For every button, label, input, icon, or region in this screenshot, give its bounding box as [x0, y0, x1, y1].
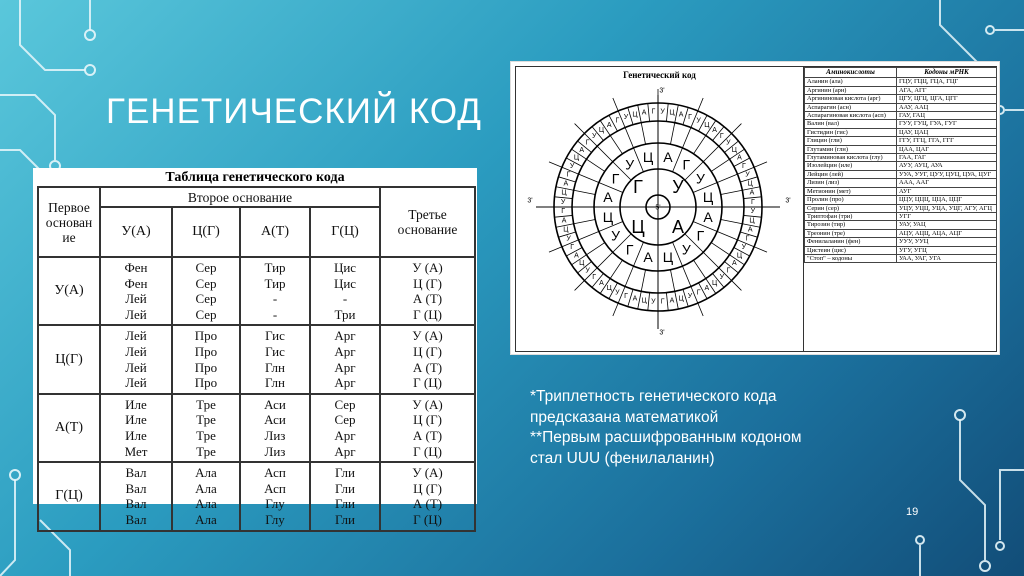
amino-acid-cell: [172, 325, 240, 393]
amino-acid-abbr: Тре: [196, 412, 216, 428]
amino-acid-abbr: Сер: [334, 412, 356, 428]
genetic-code-table: [37, 186, 476, 532]
acid-name: Метионин (мет): [805, 187, 897, 195]
table-row: [805, 179, 997, 187]
acid-name: Аспарагиновая кислота (асп): [805, 112, 897, 120]
wheel-spoke: [648, 104, 650, 122]
third-base: У (А): [412, 260, 443, 275]
table-row: [805, 187, 997, 195]
middle-base: Г: [625, 241, 634, 258]
outer-base: У: [660, 108, 665, 116]
amino-acid-cell: [240, 257, 310, 325]
table-row: [805, 78, 997, 86]
third-base: Г (Ц): [413, 511, 442, 527]
table-row: [805, 137, 997, 145]
middle-base: Ц: [642, 148, 654, 165]
outer-base: У: [719, 273, 725, 281]
acid-name: Глутаминовая кислота (глу): [805, 154, 897, 162]
codon-list: АГА, АГГ: [897, 86, 997, 94]
amino-acid-abbr: Гис: [265, 343, 285, 359]
codon-list: ГАА, ГАГ: [897, 154, 997, 162]
third-base: А (Т): [412, 496, 443, 512]
third-base-cell: [380, 462, 475, 530]
middle-base: У: [681, 241, 691, 258]
outer-base: А: [712, 127, 717, 135]
outer-base: А: [561, 217, 567, 225]
outer-base: Ц: [632, 111, 638, 119]
header-first-base: Первое основан ие: [38, 187, 100, 257]
third-base-cell: [380, 394, 475, 462]
codon-list: УЦУ, УЦЦ, УЦА, УЦГ, АГУ, АГЦ: [897, 204, 997, 212]
amino-acid-abbr: Лей: [125, 359, 147, 375]
header-third-base: Третье основание: [380, 187, 475, 257]
amino-acid-abbr: Арг: [334, 427, 356, 443]
table-row: [805, 229, 997, 237]
third-base: Г (Ц): [413, 375, 442, 391]
outer-base: Г: [688, 114, 692, 122]
outer-base: У: [745, 171, 750, 179]
amino-acid-abbr: Про: [194, 343, 218, 359]
outer-base: Ц: [704, 122, 710, 130]
outer-base: Г: [651, 108, 656, 116]
amino-acid-abbr: Арг: [334, 375, 356, 391]
amino-acid-abbr: Арг: [334, 359, 356, 375]
table-row: [805, 212, 997, 220]
second-base-g: Г(Ц): [310, 207, 380, 257]
table-row: [805, 86, 997, 94]
outer-base: Ц: [561, 189, 567, 197]
amino-acid-abbr: Гли: [335, 496, 355, 512]
amino-acid-abbr: Ала: [195, 496, 217, 512]
amino-acid-abbr: Лей: [125, 291, 147, 307]
acid-name: Серин (сер): [805, 204, 897, 212]
amino-acid-abbr: Глу: [265, 496, 285, 512]
outer-base: Ц: [749, 217, 755, 225]
table-row: [38, 394, 475, 462]
third-base-cell: [380, 325, 475, 393]
outer-base: А: [704, 284, 710, 292]
amino-acid-abbr: Иле: [125, 412, 147, 428]
amino-acid-abbr: Мет: [124, 443, 148, 459]
outer-base: А: [749, 189, 755, 197]
third-base: А (Т): [412, 291, 443, 307]
inner-base: А: [671, 217, 685, 237]
codon-list: ЦЦУ, ЦЦЦ, ЦЦА, ЦЦГ: [897, 196, 997, 204]
amino-acid-abbr: Гис: [265, 328, 285, 344]
outer-base: У: [623, 114, 629, 122]
acid-name: Аспарагин (асн): [805, 103, 897, 111]
acid-name: Пролин (про): [805, 196, 897, 204]
acid-name: Цистеин (цис): [805, 246, 897, 254]
amino-acid-cell: [310, 394, 380, 462]
wheel-spoke: [648, 293, 650, 311]
amino-acid-abbr: Про: [194, 359, 218, 375]
second-base-a: А(Т): [240, 207, 310, 257]
amino-acid-abbr: Тир: [264, 275, 286, 291]
table-row: [805, 238, 997, 246]
outer-base: А: [599, 279, 604, 287]
outer-base: У: [569, 162, 575, 170]
axis-label: 3': [659, 329, 665, 337]
middle-base: А: [603, 189, 613, 206]
second-base-u: У(А): [100, 207, 172, 257]
amino-acid-cell: [310, 257, 380, 325]
outer-base: Г: [719, 133, 724, 141]
third-base: Г (Ц): [413, 443, 442, 459]
amino-acid-abbr: Арг: [334, 343, 356, 359]
amino-acid-abbr: Глн: [265, 375, 285, 391]
outer-base: А: [669, 297, 675, 305]
third-base: Ц (Г): [413, 343, 442, 359]
amino-acid-abbr: Асп: [264, 465, 286, 481]
table-row: [805, 254, 997, 262]
outer-base: А: [579, 146, 585, 154]
third-base: А (Т): [412, 359, 443, 375]
slide-title: ГЕНЕТИЧЕСКИЙ КОД: [106, 92, 482, 131]
amino-acid-abbr: Лиз: [264, 427, 286, 443]
outer-base: У: [741, 244, 747, 252]
note-line: **Первым расшифрованным кодоном: [530, 429, 802, 446]
codon-list: ЦГУ, ЦГЦ, ЦГА, ЦГГ: [897, 95, 997, 103]
middle-base: Г: [682, 156, 691, 173]
amino-acid-abbr: Ала: [195, 480, 217, 496]
amino-acid-abbr: Лей: [125, 375, 147, 391]
acid-name: Гистидин (гис): [805, 128, 897, 136]
amino-acid-cell: [172, 394, 240, 462]
outer-base: Г: [570, 244, 575, 252]
outer-base: Г: [561, 208, 566, 216]
acid-name: Глутамин (глн): [805, 145, 897, 153]
first-base-cell: Ц(Г): [38, 325, 100, 393]
acid-name: "Стоп" – кодоны: [805, 254, 897, 262]
outer-base: Г: [750, 198, 755, 206]
outer-base: Г: [745, 235, 750, 243]
amino-acid-abbr: Вал: [125, 496, 147, 512]
table-row: [805, 120, 997, 128]
outer-base: А: [563, 180, 569, 188]
wheel-spoke: [666, 293, 668, 311]
axis-label: 3': [785, 197, 791, 205]
notes-text: [530, 387, 830, 469]
outer-base: Ц: [678, 295, 684, 303]
middle-base: Ц: [702, 189, 714, 206]
table-row: [805, 145, 997, 153]
inner-base: Г: [633, 177, 643, 197]
acid-name: Изолейцин (иле): [805, 162, 897, 170]
amino-acid-abbr: Тре: [196, 427, 216, 443]
amino-acid-abbr: Про: [194, 328, 218, 344]
first-base-cell: А(Т): [38, 394, 100, 462]
note-line: *Триплетность генетического кода: [530, 388, 777, 405]
outer-base: Ц: [747, 180, 753, 188]
outer-base: У: [750, 208, 756, 216]
outer-base: Г: [615, 117, 620, 125]
amino-acid-abbr: Иле: [125, 427, 147, 443]
outer-base: А: [678, 111, 684, 119]
outer-base: Г: [696, 289, 701, 297]
outer-base: А: [641, 109, 647, 117]
table-row: [805, 170, 997, 178]
amino-acid-cell: [100, 325, 172, 393]
table-row: [805, 246, 997, 254]
acid-name: Лизин (лиз): [805, 179, 897, 187]
amino-acid-abbr: Сер: [195, 306, 217, 322]
codon-list: УУУ, УУЦ: [897, 238, 997, 246]
note-line: стал UUU (фенилаланин): [530, 449, 715, 467]
table-row: [38, 462, 475, 530]
third-base: Г (Ц): [413, 306, 442, 322]
third-base: Ц (Г): [413, 412, 442, 428]
outer-base: А: [606, 122, 612, 130]
amino-acid-abbr: Тре: [196, 443, 216, 459]
codon-wheel: [516, 67, 803, 351]
outer-base: Ц: [641, 297, 647, 305]
codon-list: УУА, УУГ, ЦУУ, ЦУЦ, ЦУА, ЦУГ: [897, 170, 997, 178]
amino-acid-abbr: Глн: [265, 359, 285, 375]
header-second-base: Второе основание: [100, 187, 380, 207]
outer-base: А: [574, 252, 579, 260]
third-base: У (А): [412, 396, 443, 412]
third-base-cell: [380, 257, 475, 325]
amino-acid-abbr: Вал: [125, 465, 147, 481]
amino-acid-abbr: Гли: [335, 511, 355, 527]
table-row: [805, 162, 997, 170]
amino-acid-abbr: Иле: [125, 396, 147, 412]
amino-acid-cell: [172, 257, 240, 325]
amino-acid-abbr: -: [272, 291, 278, 307]
table-row: [805, 103, 997, 111]
amino-acid-cell: [172, 462, 240, 530]
codon-list: УАА, УАГ, УГА: [897, 254, 997, 262]
codon-list: АЦУ, АЦЦ, АЦА, АЦГ: [897, 229, 997, 237]
middle-base: У: [611, 227, 621, 244]
axis-label: 3': [659, 87, 665, 95]
table-row: [805, 128, 997, 136]
outer-base: У: [591, 133, 597, 141]
outer-base: У: [560, 198, 566, 206]
codon-list: ААА, ААГ: [897, 179, 997, 187]
middle-base: А: [663, 148, 673, 165]
table-row: [38, 325, 475, 393]
acid-name: Глицин (гли): [805, 137, 897, 145]
codon-list: УГУ, УГЦ: [897, 246, 997, 254]
amino-acid-cell: [100, 462, 172, 530]
amino-acid-abbr: Лей: [125, 306, 147, 322]
codon-list: УАУ, УАЦ: [897, 221, 997, 229]
amino-acid-abbr: Сер: [195, 291, 217, 307]
acid-name: Треонин (тре): [805, 229, 897, 237]
amino-acid-abbr: Гли: [335, 465, 355, 481]
outer-base: Ц: [579, 260, 585, 268]
note-line: предсказана математикой: [530, 408, 719, 426]
codon-list: АУУ, АУЦ, АУА: [897, 162, 997, 170]
middle-base: У: [695, 170, 705, 187]
amino-acid-cell: [310, 325, 380, 393]
third-base: У (А): [412, 465, 443, 481]
middle-base: Ц: [602, 208, 614, 225]
codon-list: ГГУ, ГГЦ, ГГА, ГГГ: [897, 137, 997, 145]
amino-acid-abbr: Сер: [195, 275, 217, 291]
codon-wheel-image: [510, 61, 1000, 355]
first-base-cell: Г(Ц): [38, 462, 100, 530]
acid-name: Аргининовая кислота (арг): [805, 95, 897, 103]
wheel-title: Генетический код: [623, 70, 696, 80]
middle-base: Г: [611, 170, 620, 187]
amino-acid-abbr: -: [342, 291, 348, 307]
center-label: 5': [655, 204, 661, 212]
amino-acid-abbr: Фен: [124, 260, 148, 275]
genetic-table-title: Таблица генетического кода: [165, 170, 345, 185]
amino-acid-cell: [310, 462, 380, 530]
amino-acid-abbr: Тир: [264, 260, 286, 275]
amino-acid-cell: [100, 394, 172, 462]
amino-acid-abbr: Вал: [125, 511, 147, 527]
amino-acid-abbr: Арг: [334, 328, 356, 344]
outer-base: У: [585, 267, 590, 275]
amino-acid-abbr: Лей: [125, 343, 147, 359]
acid-name: Лейцин (лей): [805, 170, 897, 178]
inner-base: Ц: [631, 217, 645, 237]
outer-base: Ц: [731, 146, 737, 154]
outer-base: У: [687, 292, 693, 300]
amino-acid-abbr: Тре: [196, 396, 216, 412]
table-row: [805, 221, 997, 229]
codon-list: ААУ, ААЦ: [897, 103, 997, 111]
outer-base: Ц: [736, 252, 743, 260]
amino-acid-abbr: -: [272, 306, 278, 322]
amino-acid-abbr: Три: [334, 306, 356, 322]
second-base-c: Ц(Г): [172, 207, 240, 257]
outer-base: Г: [660, 298, 665, 306]
outer-base: Ц: [573, 154, 580, 162]
table-row: [805, 196, 997, 204]
amino-acid-abbr: Аси: [264, 396, 286, 412]
codon-header: Кодоны мРНК: [897, 68, 997, 78]
middle-base: У: [625, 156, 635, 173]
outer-base: Ц: [711, 279, 718, 287]
outer-base: Г: [741, 162, 746, 170]
amino-acid-table: [804, 67, 997, 263]
outer-base: Ц: [669, 109, 675, 117]
outer-base: Г: [624, 292, 628, 300]
amino-acid-abbr: Гли: [335, 480, 355, 496]
outer-base: Г: [566, 171, 571, 179]
amino-acid-cell: [240, 394, 310, 462]
outer-base: А: [737, 154, 742, 162]
amino-acid-abbr: Глу: [265, 511, 285, 527]
codon-list: ГАУ, ГАЦ: [897, 112, 997, 120]
outer-base: У: [566, 235, 571, 243]
amino-acid-abbr: Цис: [333, 260, 357, 275]
amino-acid-abbr: Асп: [264, 480, 286, 496]
amino-acid-cell: [240, 462, 310, 530]
outer-base: У: [651, 298, 656, 306]
outer-base: Ц: [606, 284, 612, 292]
third-base: Ц (Г): [413, 480, 442, 496]
table-row: [805, 112, 997, 120]
codon-list: ГУУ, ГУЦ, ГУА, ГУГ: [897, 120, 997, 128]
table-row: [805, 154, 997, 162]
inner-base: У: [672, 177, 684, 197]
acid-name: Аргинин (арн): [805, 86, 897, 94]
outer-base: У: [615, 289, 620, 297]
outer-base: Ц: [563, 226, 569, 234]
outer-base: Г: [592, 273, 597, 281]
outer-base: А: [747, 226, 753, 234]
amino-acid-abbr: Фен: [124, 275, 148, 291]
codon-wheel-panel: [515, 66, 804, 352]
acid-name: Валин (вал): [805, 120, 897, 128]
third-base: Ц (Г): [413, 275, 442, 291]
codon-list: УГГ: [897, 212, 997, 220]
amino-acid-abbr: Ала: [195, 511, 217, 527]
middle-base: А: [703, 208, 713, 225]
acid-name: Тирозин (тир): [805, 221, 897, 229]
amino-acid-abbr: Аси: [264, 412, 286, 428]
table-row: [805, 204, 997, 212]
page-number: 19: [906, 506, 919, 518]
first-base-cell: У(А): [38, 257, 100, 325]
codon-list: ЦАУ, ЦАЦ: [897, 128, 997, 136]
table-row: [38, 257, 475, 325]
amino-acid-abbr: Лиз: [264, 443, 286, 459]
acid-name: Фенилаланин (фен): [805, 238, 897, 246]
outer-base: А: [731, 260, 737, 268]
outer-base: Г: [726, 267, 731, 275]
amino-acid-abbr: Сер: [334, 396, 356, 412]
outer-base: Ц: [598, 127, 605, 135]
amino-acid-panel: [803, 66, 997, 352]
amino-acid-abbr: Арг: [334, 443, 356, 459]
amino-acid-abbr: Про: [194, 375, 218, 391]
amino-acid-cell: [240, 325, 310, 393]
outer-base: У: [696, 117, 701, 125]
third-base: У (А): [412, 328, 443, 344]
amino-acid-abbr: Ала: [195, 465, 217, 481]
amino-acid-abbr: Лей: [125, 328, 147, 344]
outer-base: Г: [585, 139, 590, 147]
third-base: А (Т): [412, 427, 443, 443]
axis-label: 3': [527, 197, 533, 205]
codon-list: АУГ: [897, 187, 997, 195]
acid-header: Аминокислоты: [805, 68, 897, 78]
amino-acid-abbr: Цис: [333, 275, 357, 291]
outer-base: А: [632, 295, 638, 303]
genetic-code-table-image: [33, 168, 477, 527]
wheel-spoke: [666, 104, 668, 122]
amino-acid-abbr: Вал: [125, 480, 147, 496]
amino-acid-cell: [100, 257, 172, 325]
middle-base: Ц: [662, 249, 674, 266]
amino-acid-abbr: Сер: [195, 260, 217, 275]
table-row: [805, 95, 997, 103]
middle-base: Г: [696, 227, 705, 244]
acid-name: Триптофан (три): [805, 212, 897, 220]
outer-base: У: [726, 139, 731, 147]
acid-name: Аланин (ала): [805, 78, 897, 86]
codon-list: ЦАА, ЦАГ: [897, 145, 997, 153]
codon-list: ГЦУ, ГЦЦ, ГЦА, ГЦГ: [897, 78, 997, 86]
middle-base: А: [643, 249, 653, 266]
